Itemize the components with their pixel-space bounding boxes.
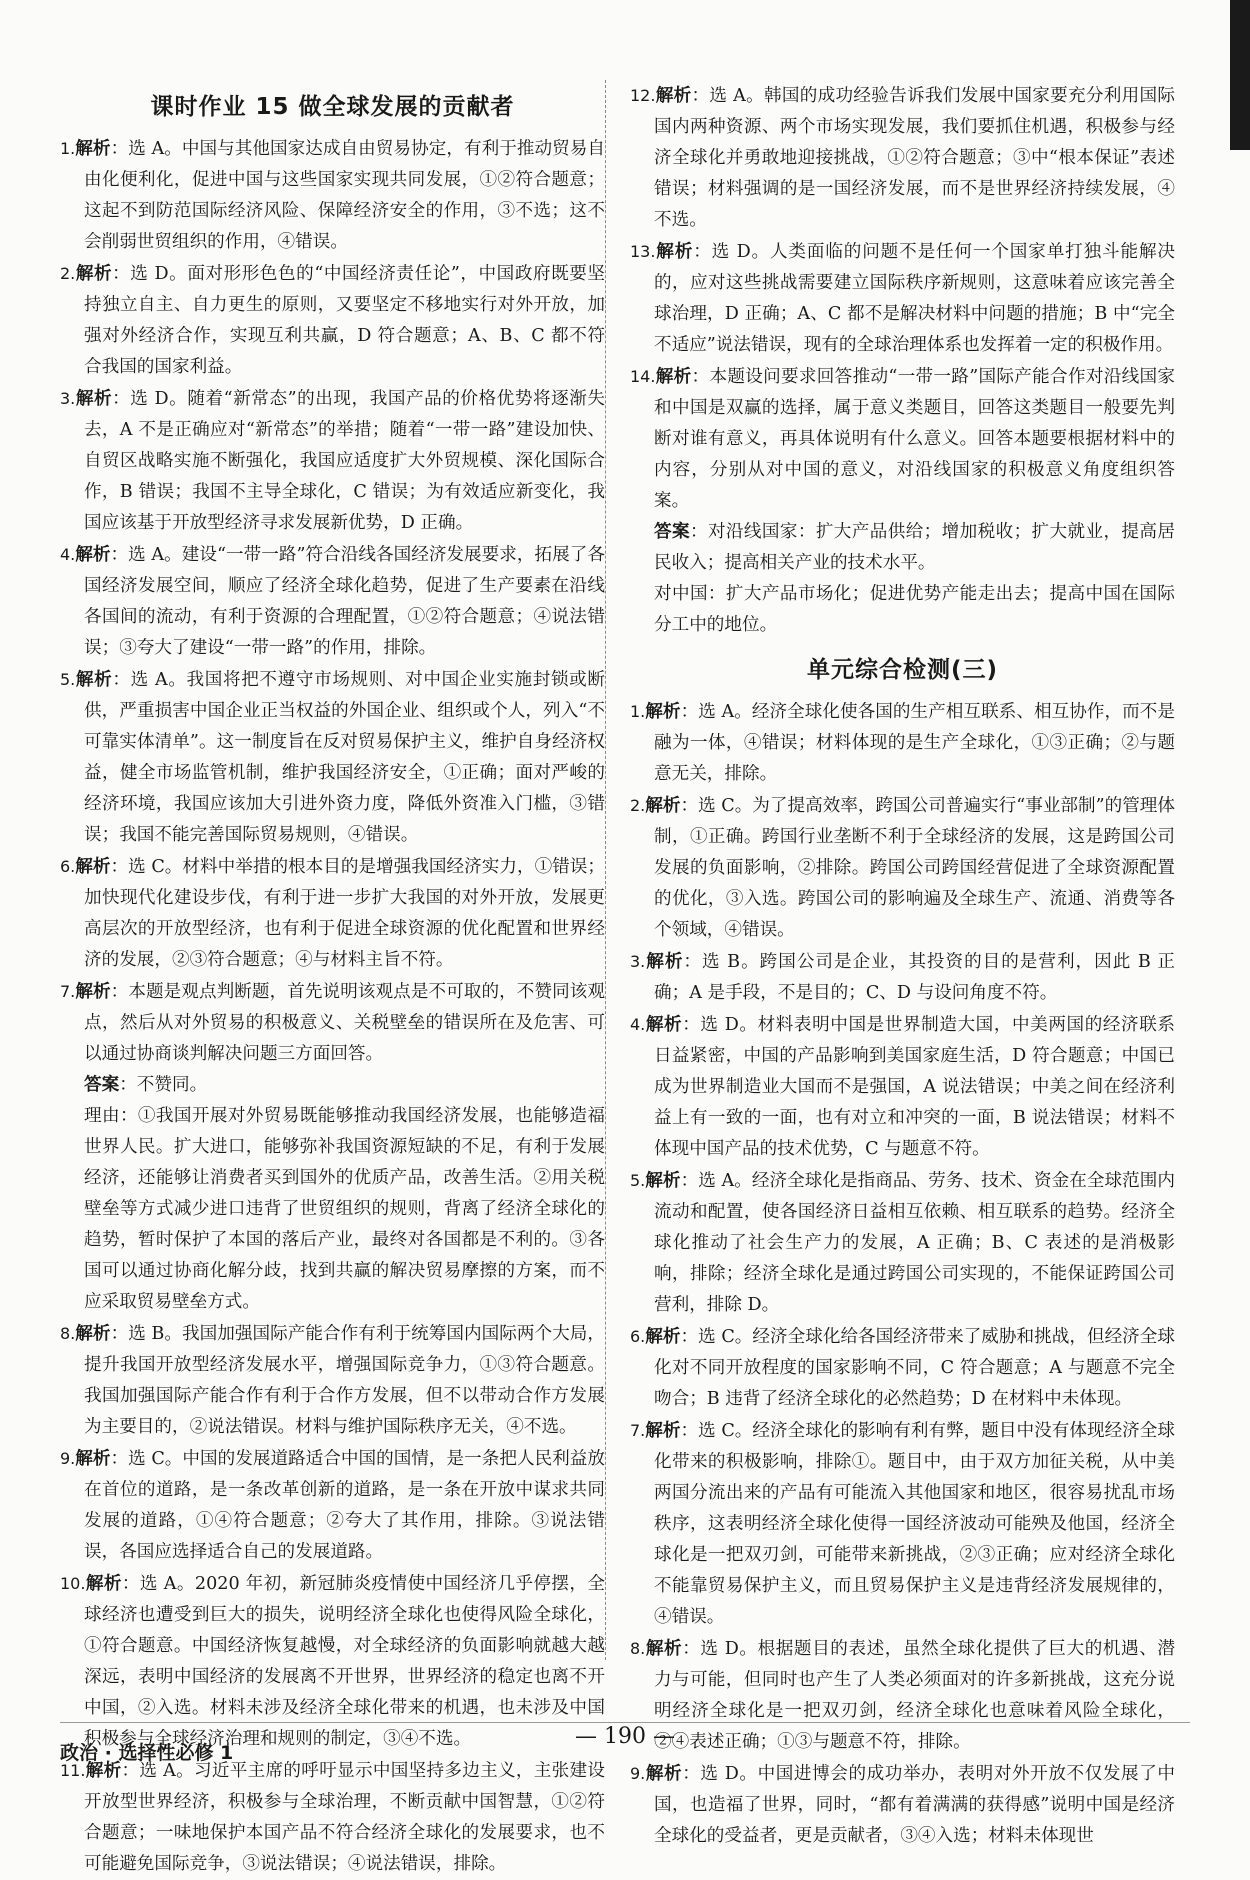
answer-item: [60, 539, 605, 664]
item-text: ：选 B。跨国公司是企业，其投资的目的是营利，因此 B 正确；A 是手段，不是目的；C、D 与设问角度不符。: [654, 952, 1175, 1003]
item-label: 解析: [655, 86, 692, 106]
item-number: 14.: [630, 367, 656, 386]
item-label: 解析: [75, 1449, 111, 1469]
left-answer-list: [60, 133, 605, 1880]
answer-item: [60, 1443, 605, 1568]
unit-test-answer-list: [630, 696, 1175, 1852]
answer-item: [60, 258, 605, 383]
item-text: ：选 D。材料表明中国是世界制造大国，中美两国的经济联系日益紧密，中国的产品影响到美国家庭生活，D 符合题意；中国已成为世界制造业大国而不是强国，A 说法错误；中美之间在经济利益上有一致的一面，也有对立和冲突的一面，B 说法错误；材料不体现中国产品的技术优势，C 与题意不符。: [654, 1015, 1175, 1159]
answer-item: [630, 80, 1175, 236]
item-text: ：本题是观点判断题，首先说明该观点是不可取的，不赞同该观点，然后从对外贸易的积极意义、关税壁垒的错误所在及危害、可以通过协商谈判解决问题三方面回答。: [84, 982, 605, 1064]
item-text: ：选 A。经济全球化是指商品、劳务、技术、资金在全球范围内流动和配置，使各国经济日益相互依赖、相互联系的趋势。经济全球化推动了社会生产力的发展，A 正确；B、C 表述的是消极影响，排除；经济全球化是通过跨国公司实现的，不能保证跨国公司营利，排除 D。: [654, 1171, 1175, 1315]
item-label: 解析: [645, 796, 681, 816]
answer-item: [60, 383, 605, 539]
item-label: 解析: [75, 545, 111, 565]
item-label: 解析: [645, 1171, 681, 1191]
item-text: ：选 A。中国与其他国家达成自由贸易协定，有利于推动贸易自由化便利化，促进中国与这些国家实现共同发展，①②符合题意；这起不到防范国际经济风险、保障经济安全的作用，③不选；这不会削弱世贸组织的作用，④错误。: [84, 139, 605, 252]
item-number: 3.: [630, 952, 646, 971]
answer-item: [60, 851, 605, 976]
answer-item: [630, 946, 1175, 1009]
item-label: 解析: [75, 857, 111, 877]
item-number: 11.: [60, 1761, 86, 1780]
item-label: 解析: [645, 702, 681, 722]
answer-sub-paragraph: [630, 517, 1175, 579]
item-text: ：选 D。中国进博会的成功举办，表明对外开放不仅发展了中国，也造福了世界，同时，“都有着满满的获得感”说明中国是经济全球化的受益者，更是贡献者，③④入选；材料未体现世: [654, 1764, 1175, 1846]
item-label: 答案: [84, 1075, 120, 1095]
answer-item: [60, 1318, 605, 1443]
item-text: ：选 A。我国将把不遵守市场规则、对中国企业实施封锁或断供，严重损害中国企业正当权益的外国企业、组织或个人，列入“不可靠实体清单”。这一制度旨在反对贸易保护主义，维护自身经济权益，健全市场监管机制，维护我国经济安全，①正确；面对严峻的经济环境，我国应该加大引进外资力度，降低外资准入门槛，③错误；我国不能完善国际贸易规则，④错误。: [84, 670, 605, 845]
answer-item: [60, 664, 605, 851]
item-number: 1.: [60, 139, 76, 158]
section-title-lesson-15: 课时作业 15 做全球发展的贡献者: [150, 94, 515, 120]
item-text: ：选 D。根据题目的表述，虽然全球化提供了巨大的机遇、潜力与可能，但同时也产生了人类必须面对的许多新挑战，这充分说明经济全球化是一把双刃剑，经济全球化也意味着风险全球化，②④表述正确；①③与题意不符，排除。: [654, 1639, 1175, 1752]
item-text: ：选 C。材料中举措的根本目的是增强我国经济实力，①错误；加快现代化建设步伐，有利于进一步扩大我国的对外开放，发展更高层次的开放型经济，也有利于促进全球资源的优化配置和世界经济的发展，②③符合题意；④与材料主旨不符。: [84, 857, 605, 970]
item-number: 8.: [630, 1639, 646, 1658]
item-number: 9.: [630, 1764, 646, 1783]
answer-item: [630, 1321, 1175, 1415]
page-number: — 190 —: [575, 1724, 675, 1749]
footer-rule: [60, 1722, 1190, 1723]
item-label: 解析: [85, 1574, 122, 1594]
item-number: 8.: [60, 1324, 76, 1343]
item-text: ：选 A。2020 年初，新冠肺炎疫情使中国经济几乎停摆，全球经济也遭受到巨大的损失，说明经济全球化也使得风险全球化，①符合题意。中国经济恢复越慢，对全球经济的负面影响就越大越深远，表明中国经济的发展离不开世界，世界经济的稳定也离不开中国，②入选。材料未涉及经济全球化带来的机遇，也未涉及中国积极参与全球经济治理和规则的制定，③④不选。: [84, 1574, 605, 1749]
item-label: 解析: [75, 1324, 111, 1344]
item-number: 5.: [630, 1171, 646, 1190]
item-label: 解析: [645, 1639, 683, 1659]
item-text: ：选 C。为了提高效率，跨国公司普遍实行“事业部制”的管理体制，①正确。跨国行业垄断不利于全球经济的发展，这是跨国公司发展的负面影响，②排除。跨国公司跨国经营促进了全球资源配置的优化，③入选。跨国公司的影响遍及全球生产、流通、消费等各个领域，④错误。: [654, 796, 1175, 940]
item-text: ：选 C。经济全球化的影响有利有弊，题目中没有体现经济全球化带来的积极影响，排除①。题目中，由于双方加征关税，从中美两国分流出来的产品有可能流入其他国家和地区，很容易扰乱市场秩序，这表明经济全球化使得一国经济波动可能殃及他国，经济全球化是一把双刃剑，可能带来新挑战，②③正确；应对经济全球化不能靠贸易保护主义，而且贸易保护主义是违背经济发展规律的，④错误。: [654, 1421, 1175, 1627]
answer-item: [60, 1755, 605, 1880]
item-text: ：选 B。我国加强国际产能合作有利于统筹国内国际两个大局，提升我国开放型经济发展水平，增强国际竞争力，①③符合题意。我国加强国际产能合作有利于合作方发展，但不以带动合作方发展为主要目的，②说法错误。材料与维护国际秩序无关，④不选。: [84, 1324, 605, 1437]
item-label: 解析: [645, 1764, 683, 1784]
answer-sub-paragraph: [60, 1101, 605, 1318]
item-number: 7.: [60, 982, 76, 1001]
item-text: ：选 A。经济全球化使各国的生产相互联系、相互协作，而不是融为一体，④错误；材料体现的是生产全球化，①③正确；②与题意无关，排除。: [654, 702, 1175, 784]
answer-sub-paragraph: [60, 1070, 605, 1101]
item-text: ：选 C。中国的发展道路适合中国的国情，是一条把人民利益放在首位的道路，是一条改革创新的道路，是一条在开放中谋求共同发展的道路，①④符合题意；②夸大了其作用，排除。③说法错误，各国应选择适合自己的发展道路。: [84, 1449, 605, 1562]
item-text: ：选 A。建设“一带一路”符合沿线各国经济发展要求，拓展了各国经济发展空间，顺应了经济全球化趋势，促进了生产要素在沿线各国间的流动，有利于资源的合理配置，①②符合题意；④说法错误；③夸大了建设“一带一路”的作用，排除。: [84, 545, 605, 658]
answer-item: [630, 1758, 1175, 1852]
item-number: 10.: [60, 1574, 86, 1593]
left-column: [60, 84, 605, 1880]
item-number: 6.: [630, 1327, 646, 1346]
item-number: 13.: [630, 242, 656, 261]
answer-item: [60, 976, 605, 1070]
item-label: 解析: [645, 1327, 681, 1347]
item-label: 解析: [655, 242, 694, 262]
item-label: 解析: [75, 670, 113, 690]
item-number: 1.: [630, 702, 646, 721]
item-text: 理由：①我国开展对外贸易既能够推动我国经济发展，也能够造福世界人民。扩大进口，能够弥补我国资源短缺的不足，有利于发展经济，还能够让消费者买到国外的优质产品，改善生活。②用关税壁垒等方式减少进口违背了世贸组织的规则，背离了经济全球化的趋势，暂时保护了本国的落后产业，最终对各国都是不利的。③各国可以通过协商化解分歧，找到共赢的解决贸易摩擦的方案，而不应采取贸易壁垒方式。: [84, 1106, 605, 1312]
item-label: 解析: [85, 1761, 122, 1781]
answer-sub-paragraph: [630, 579, 1175, 641]
answer-item: [630, 1009, 1175, 1165]
answer-item: [630, 361, 1175, 517]
item-text: ：选 A。韩国的成功经验告诉我们发展中国家要充分利用国际国内两种资源、两个市场实现发展，我们要抓住机遇，积极参与经济全球化并勇敢地迎接挑战，①②符合题意；③中“根本保证”表述错误；材料强调的是一国经济发展，而不是世界经济持续发展，④不选。: [654, 86, 1175, 230]
item-label: 解析: [645, 1015, 683, 1035]
item-text: ：不赞同。: [119, 1075, 208, 1095]
column-divider: [605, 80, 606, 1660]
item-label: 答案: [654, 522, 690, 542]
item-number: 2.: [60, 264, 76, 283]
item-label: 解析: [75, 139, 111, 159]
item-number: 12.: [630, 86, 656, 105]
item-text: 对中国：扩大产品市场化；促进优势产能走出去；提高中国在国际分工中的地位。: [654, 584, 1175, 635]
item-label: 解析: [645, 1421, 681, 1441]
item-text: ：选 D。面对形形色色的“中国经济责任论”，中国政府既要坚持独立自主、自力更生的原则，又要坚定不移地实行对外开放，加强对外经济合作，实现互利共赢，D 符合题意；A、B、C 都不符合我国的国家利益。: [84, 264, 605, 377]
section-title-unit-test: 单元综合检测(三): [806, 657, 999, 683]
page-edge-bar: [1230, 0, 1250, 150]
answer-item: [630, 1165, 1175, 1321]
item-text: ：选 D。随着“新常态”的出现，我国产品的价格优势将逐渐失去，A 不是正确应对“新常态”的举措；随着“一带一路”建设加快、自贸区战略实施不断强化，我国应适度扩大外贸规模、深化国际合作，B 错误；我国不主导全球化，C 错误；为有效适应新变化，我国应该基于开放型经济寻求发展新优势，D 正确。: [84, 389, 605, 533]
item-number: 9.: [60, 1449, 76, 1468]
item-text: ：本题设问要求回答推动“一带一路”国际产能合作对沿线国家和中国是双赢的选择，属于意义类题目，回答这类题目一般要先判断对谁有意义，再具体说明有什么意义。回答本题要根据材料中的内容，分别从对中国的意义，对沿线国家的积极意义角度组织答案。: [654, 367, 1175, 511]
item-label: 解析: [75, 264, 113, 284]
right-answer-list: [630, 80, 1175, 641]
answer-item: [630, 696, 1175, 790]
item-text: ：选 C。经济全球化给各国经济带来了威胁和挑战，但经济全球化对不同开放程度的国家影响不同，C 符合题意；A 与题意不完全吻合；B 违背了经济全球化的必然趋势；D 在材料中未体现。: [654, 1327, 1175, 1409]
item-number: 5.: [60, 670, 76, 689]
item-number: 6.: [60, 857, 76, 876]
item-number: 2.: [630, 796, 646, 815]
answer-item: [630, 790, 1175, 946]
answer-item: [630, 236, 1175, 361]
item-label: 解析: [645, 952, 684, 972]
item-number: 3.: [60, 389, 76, 408]
answer-item: [630, 1415, 1175, 1633]
item-number: 4.: [630, 1015, 646, 1034]
item-number: 7.: [630, 1421, 646, 1440]
item-number: 4.: [60, 545, 76, 564]
footer-book-label: 政治 · 选择性必修 1: [60, 1742, 234, 1764]
item-label: 解析: [655, 367, 692, 387]
item-text: ：选 D。人类面临的问题不是任何一个国家单打独斗能解决的，应对这些挑战需要建立国际秩序新规则，这意味着应该完善全球治理，D 正确；A、C 都不是解决材料中问题的措施；B 中“完全不适应”说法错误，现有的全球治理体系也发挥着一定的积极作用。: [654, 242, 1175, 355]
item-label: 解析: [75, 389, 113, 409]
item-text: ：选 A。习近平主席的呼吁显示中国坚持多边主义，主张建设开放型世界经济，积极参与全球治理，不断贡献中国智慧，①②符合题意；一味地保护本国产品不符合经济全球化的发展要求，也不可能避免国际竞争，③说法错误；④说法错误，排除。: [84, 1761, 605, 1874]
right-column: [630, 80, 1175, 1852]
item-label: 解析: [75, 982, 111, 1002]
item-text: ：对沿线国家：扩大产品供给；增加税收；扩大就业，提高居民收入；提高相关产业的技术水平。: [654, 522, 1175, 573]
answer-item: [60, 133, 605, 258]
